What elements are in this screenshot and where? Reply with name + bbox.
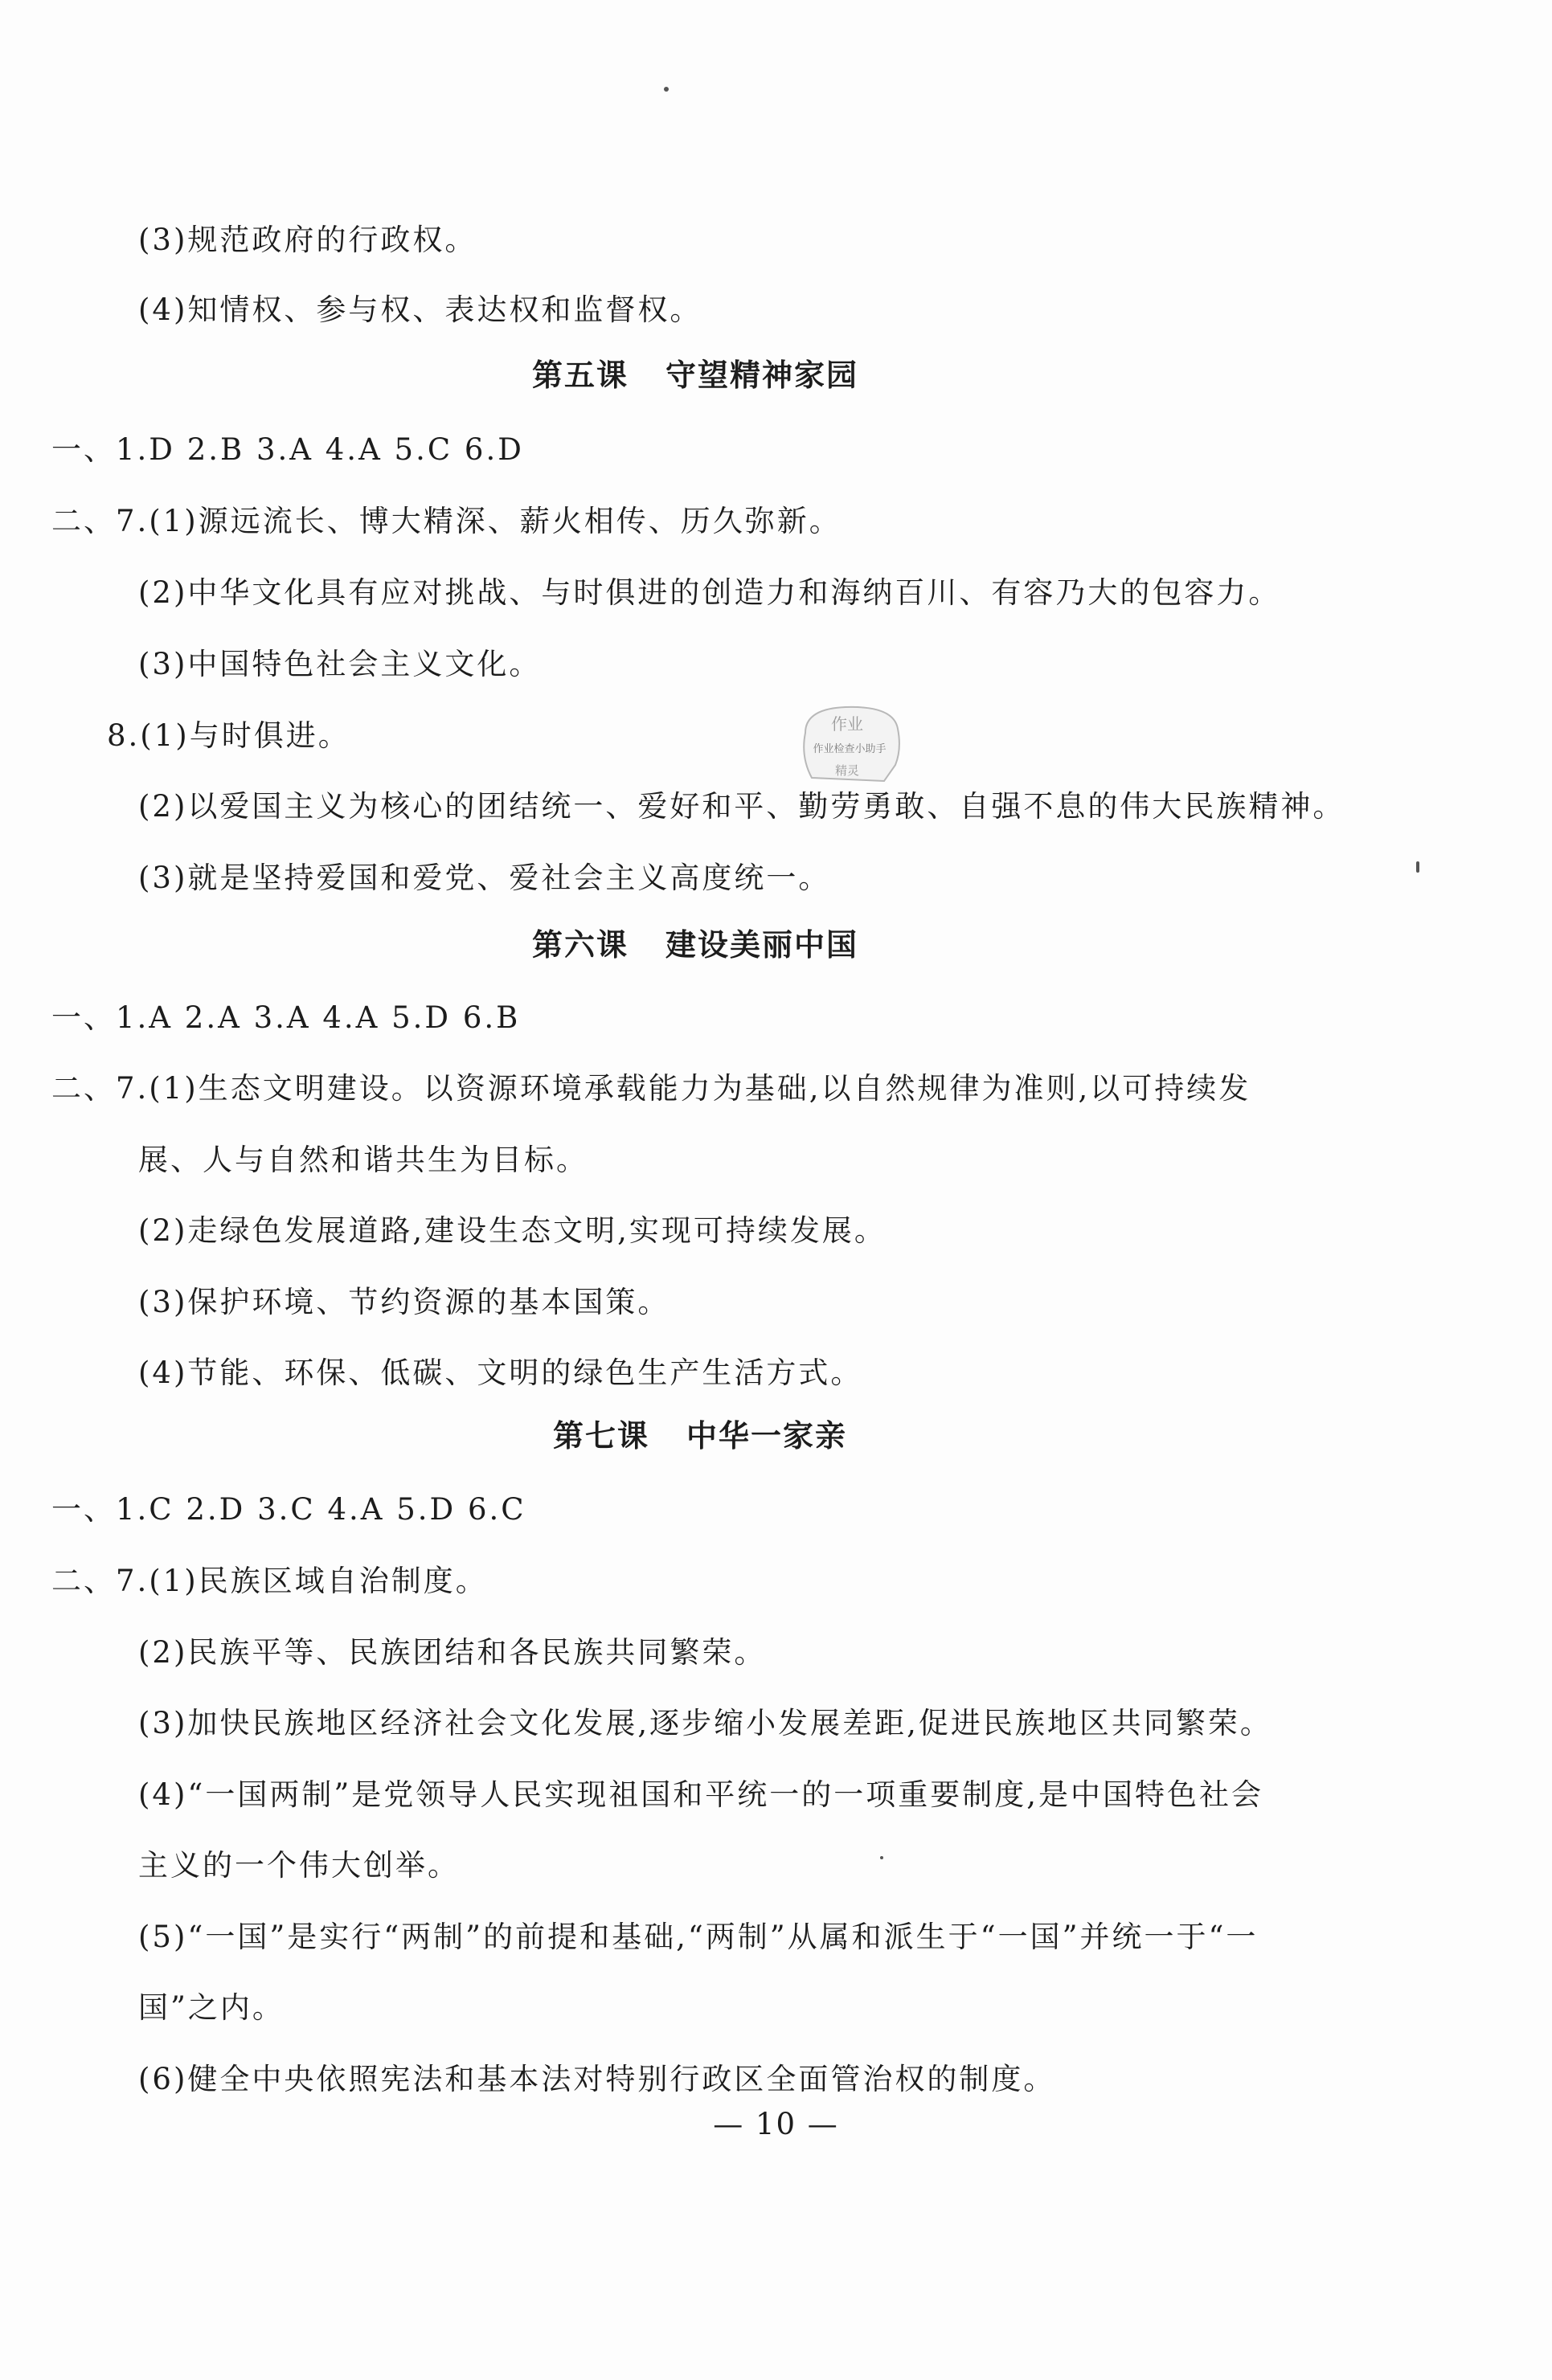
answer-line: 二、7.(1)源远流长、博大精深、薪火相传、历久弥新。 [51,504,842,538]
answer-line: 主义的一个伟大创举。 [138,1848,460,1883]
answer-line: (3)就是坚持爱国和爱党、爱社会主义高度统一。 [138,861,831,895]
answer-line: (6)健全中央依照宪法和基本法对特别行政区全面管治权的制度。 [138,2062,1056,2096]
page-number: — 10 — [713,2107,839,2141]
answer-line: (3)保护环境、节约资源的基本国策。 [138,1285,670,1319]
lesson-number: 第七课 [553,1418,650,1454]
answer-line: (2)中华文化具有应对挑战、与时俱进的创造力和海纳百川、有容乃大的包容力。 [138,575,1281,610]
lesson-7-heading [553,1418,848,1454]
answer-line: (3)规范政府的行政权。 [138,223,477,257]
lesson-number: 第六课 [532,927,629,963]
answer-line: 展、人与自然和谐共生为目标。 [138,1143,588,1177]
answer-line: 二、7.(1)生态文明建设。以资源环境承载能力为基础,以自然规律为准则,以可持续发 [51,1071,1251,1106]
answer-line: (2)以爱国主义为核心的团结统一、爱好和平、勤劳勇敢、自强不息的伟大民族精神。 [138,789,1345,824]
lesson-title: 建设美丽中国 [665,927,859,963]
scan-speck [880,1856,883,1859]
answer-line: (3)中国特色社会主义文化。 [138,647,542,681]
answer-line: (5)“一国”是实行“两制”的前提和基础,“两制”从属和派生于“一国”并统一于“一 [138,1920,1259,1954]
answer-line: (3)加快民族地区经济社会文化发展,逐步缩小发展差距,促进民族地区共同繁荣。 [138,1706,1272,1740]
lesson-title: 守望精神家园 [665,358,859,393]
lesson-6-heading [532,927,859,963]
stamp-text: 精灵 [834,763,860,778]
lesson-number: 第五课 [532,358,629,393]
answer-line: 二、7.(1)民族区域自治制度。 [51,1564,488,1598]
answer-line: (4)“一国两制”是党领导人民实现祖国和平统一的一项重要制度,是中国特色社会 [138,1777,1264,1812]
answer-line: 国”之内。 [138,1990,285,2025]
lesson-5-heading [532,360,858,391]
answer-line: (4)知情权、参与权、表达权和监督权。 [138,292,702,327]
stamp-text: 作业检查小助手 [813,743,887,755]
answer-line: (4)节能、环保、低碳、文明的绿色生产生活方式。 [138,1356,863,1390]
lesson-title: 中华一家亲 [686,1418,848,1454]
answer-line: (2)民族平等、民族团结和各民族共同繁荣。 [138,1635,767,1670]
scan-speck [664,87,669,92]
scan-speck [1416,861,1419,873]
choice-answers: 一、1.D 2.B 3.A 4.A 5.C 6.D [51,432,524,467]
choice-answers: 一、1.A 2.A 3.A 4.A 5.D 6.B [51,1000,521,1035]
stamp-text: 作业 [831,714,863,734]
choice-answers: 一、1.C 2.D 3.C 4.A 5.D 6.C [51,1492,526,1527]
answer-line: 8.(1)与时俱进。 [107,718,350,753]
watermark-stamp-icon [789,701,910,789]
answer-line: (2)走绿色发展道路,建设生态文明,实现可持续发展。 [138,1213,887,1248]
